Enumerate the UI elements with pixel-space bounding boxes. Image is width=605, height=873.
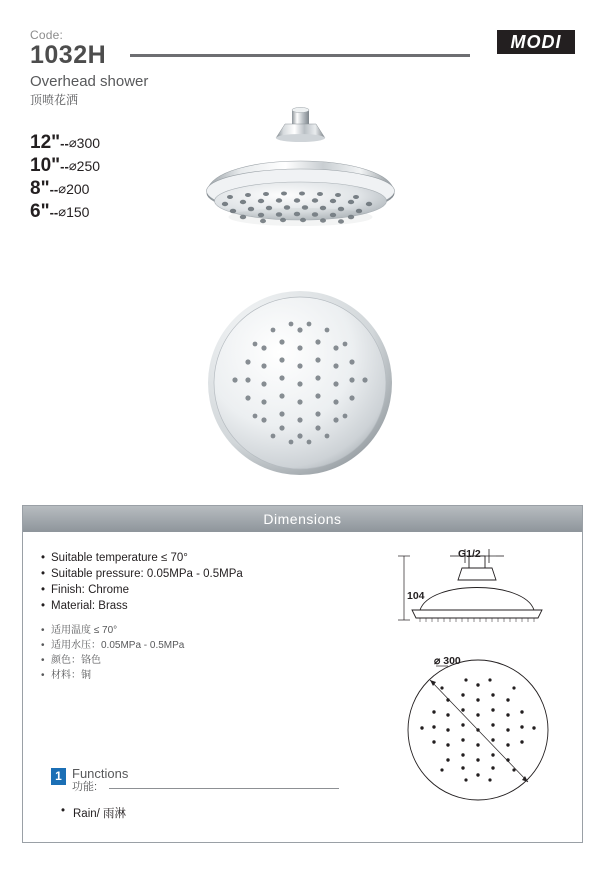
diameter-icon: ⌀ xyxy=(68,135,77,150)
product-code: 1032H xyxy=(30,41,107,69)
diameter-icon: ⌀ xyxy=(58,204,67,219)
product-photo-front xyxy=(205,288,395,478)
size-row xyxy=(30,178,180,201)
spec-item-cn: • 颜色：铬色 xyxy=(41,653,361,668)
size-inch: 8" xyxy=(30,178,50,199)
dimensions-panel xyxy=(22,505,583,843)
functions-title-cn: 功能: xyxy=(72,781,98,793)
panel-title: Dimensions xyxy=(23,506,582,532)
product-photo-angled xyxy=(175,105,430,265)
size-list xyxy=(30,132,180,224)
technical-drawing xyxy=(378,540,578,835)
size-diameter: 250 xyxy=(76,158,101,174)
spacer xyxy=(41,614,361,623)
size-diameter: 150 xyxy=(66,204,90,220)
header-divider xyxy=(130,54,470,57)
size-separator: -- xyxy=(49,205,59,220)
spec-item: • Material: Brass xyxy=(41,598,361,614)
spec-item-cn: • 适用水压：0.05MPa - 0.5MPa xyxy=(41,638,361,653)
size-diameter: 200 xyxy=(66,181,90,197)
spec-item: • Finish: Chrome xyxy=(41,582,361,598)
product-name-en: Overhead shower xyxy=(30,73,149,90)
functions-title-en: Functions xyxy=(72,766,129,781)
spec-item-cn: • 适用温度 ≤ 70° xyxy=(41,623,361,638)
spec-item: • Suitable temperature ≤ 70° xyxy=(41,550,361,566)
size-separator: -- xyxy=(60,159,69,174)
spec-item: • Suitable pressure: 0.05MPa - 0.5MPa xyxy=(41,566,361,582)
spec-item-cn: • 材料：铜 xyxy=(41,668,361,683)
size-row xyxy=(30,201,180,224)
diameter-icon: ⌀ xyxy=(434,655,441,667)
document-header xyxy=(30,28,575,109)
size-row xyxy=(30,155,180,178)
functions-divider xyxy=(109,788,339,789)
function-item: • Rain/ 雨淋 xyxy=(61,805,126,821)
diameter-icon: ⌀ xyxy=(58,181,67,196)
product-name-cn: 顶喷花洒 xyxy=(30,93,79,107)
dimension-label-diameter xyxy=(434,655,461,667)
dimension-label-height: 104 xyxy=(407,590,425,602)
code-label: Code: xyxy=(30,28,64,42)
dimension-label-thread: G1/2 xyxy=(458,548,481,560)
size-inch: 12" xyxy=(30,132,61,153)
size-inch: 6" xyxy=(30,201,50,222)
diameter-icon: ⌀ xyxy=(68,158,77,173)
brand-logo: MODI xyxy=(497,30,575,54)
function-number-badge: 1 xyxy=(51,768,66,785)
size-row xyxy=(30,132,180,155)
size-separator: -- xyxy=(60,136,69,151)
size-inch: 10" xyxy=(30,155,61,176)
diameter-value: 300 xyxy=(443,655,461,667)
size-diameter: 300 xyxy=(76,135,101,151)
specification-list xyxy=(41,550,361,683)
size-separator: -- xyxy=(49,182,59,197)
